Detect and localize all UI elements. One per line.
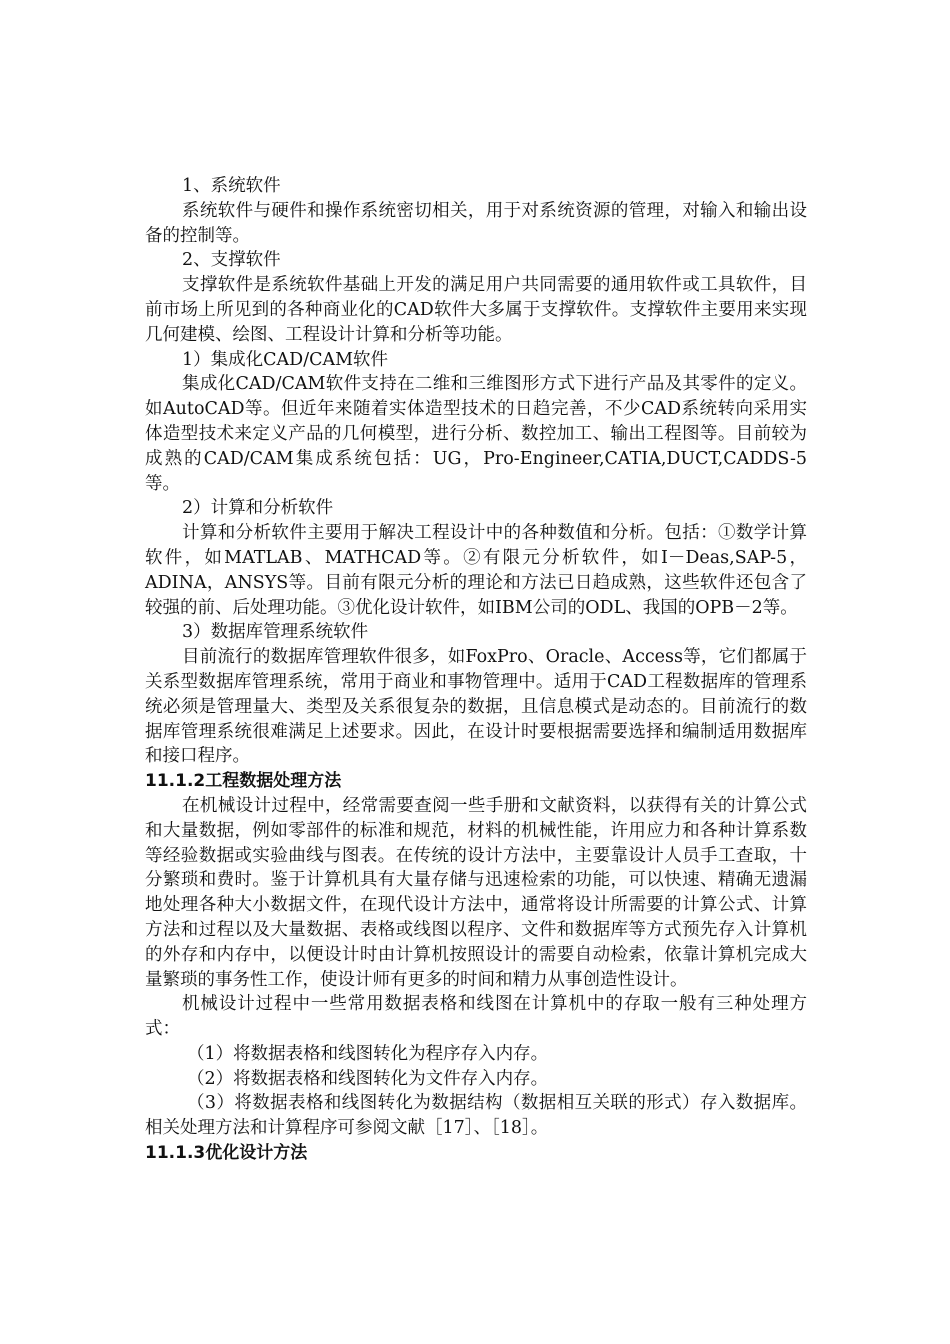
list-item: （3）将数据表格和线图转化为数据结构（数据相互关联的形式）存入数据库。相关处理方法和计算程序可参阅文献［17］、［18］。 — [145, 1093, 807, 1139]
subsection-title-cad-cam: 1）集成化CAD/CAM软件 — [182, 349, 389, 370]
section-title-support-software: 2、支撑软件 — [182, 250, 281, 271]
subsection-title-database: 3）数据库管理系统软件 — [182, 622, 369, 643]
paragraph-support-software: 支撑软件是系统软件基础上开发的满足用户共同需要的通用软件或工具软件，目前市场上所见到的各种商业化的CAD软件大多属于支撑软件。支撑软件主要用来实现几何建模、绘图、工程设计计算和分析等功能。 — [145, 275, 807, 345]
paragraph-engineering-data: 在机械设计过程中，经常需要查阅一些手册和文献资料，以获得有关的计算公式和大量数据，例如零部件的标准和规范，材料的机械性能，许用应力和各种计算系数等经验数据或实验曲线与图表。在传统的设计方法中，主要靠设计人员手工查取，十分繁琐和费时。鉴于计算机具有大量存储与迅速检索的功能，可以快速、精确无遗漏地处理各种大小数据文件，在现代设计方法中，通常将设计所需要的计算公式、计算方法和过程以及大量数据、表格或线图以程序、文件和数据库等方式预先存入计算机的外存和内存中，以便设计时由计算机按照设计的需要自动检索，依靠计算机完成大量繁琐的事务性工作，使设计师有更多的时间和精力从事创造性设计。 — [145, 795, 807, 990]
list-item: （1）将数据表格和线图转化为程序存入内存。 — [187, 1043, 549, 1064]
heading-optimization: 11.1.3优化设计方法 — [145, 1143, 308, 1164]
list-item: （2）将数据表格和线图转化为文件存入内存。 — [187, 1068, 549, 1089]
paragraph-system-software: 系统软件与硬件和操作系统密切相关，用于对系统资源的管理，对输入和输出设备的控制等。 — [145, 200, 807, 246]
document-page — [145, 174, 807, 1166]
paragraph-analysis: 计算和分析软件主要用于解决工程设计中的各种数值和分析。包括：①数学计算软件，如MATLAB、MATHCAD等。②有限元分析软件，如I－Deas,SAP-5，ADINA，ANSYS等。目前有限元分析的理论和方法已日趋成熟，这些软件还包含了较强的前、后处理功能。③优化设计软件，如IBM公司的ODL、我国的OPB－2等。 — [145, 523, 807, 618]
paragraph-database: 目前流行的数据库管理软件很多，如FoxPro、Oracle、Access等，它们都属于关系型数据库管理系统，常用于商业和事物管理中。适用于CAD工程数据库的管理系统必须是管理量大、类型及关系很复杂的数据，且信息模式是动态的。目前流行的数据库管理系统很难满足上述要求。因此，在设计时要根据需要选择和编制适用数据库和接口程序。 — [145, 647, 807, 767]
paragraph-processing-modes: 机械设计过程中一些常用数据表格和线图在计算机中的存取一般有三种处理方式： — [145, 994, 807, 1040]
heading-engineering-data: 11.1.2工程数据处理方法 — [145, 771, 342, 792]
subsection-title-analysis: 2）计算和分析软件 — [182, 498, 334, 519]
section-title-system-software: 1、系统软件 — [182, 176, 281, 196]
paragraph-cad-cam: 集成化CAD/CAM软件支持在二维和三维图形方式下进行产品及其零件的定义。如AutoCAD等。但近年来随着实体造型技术的日趋完善，不少CAD系统转向采用实体造型技术来定义产品的几何模型，进行分析、数控加工、输出工程图等。目前较为成熟的CAD/CAM集成系统包括：UG，Pro-Engineer,CATIA,DUCT,CADDS-5等。 — [145, 374, 807, 494]
